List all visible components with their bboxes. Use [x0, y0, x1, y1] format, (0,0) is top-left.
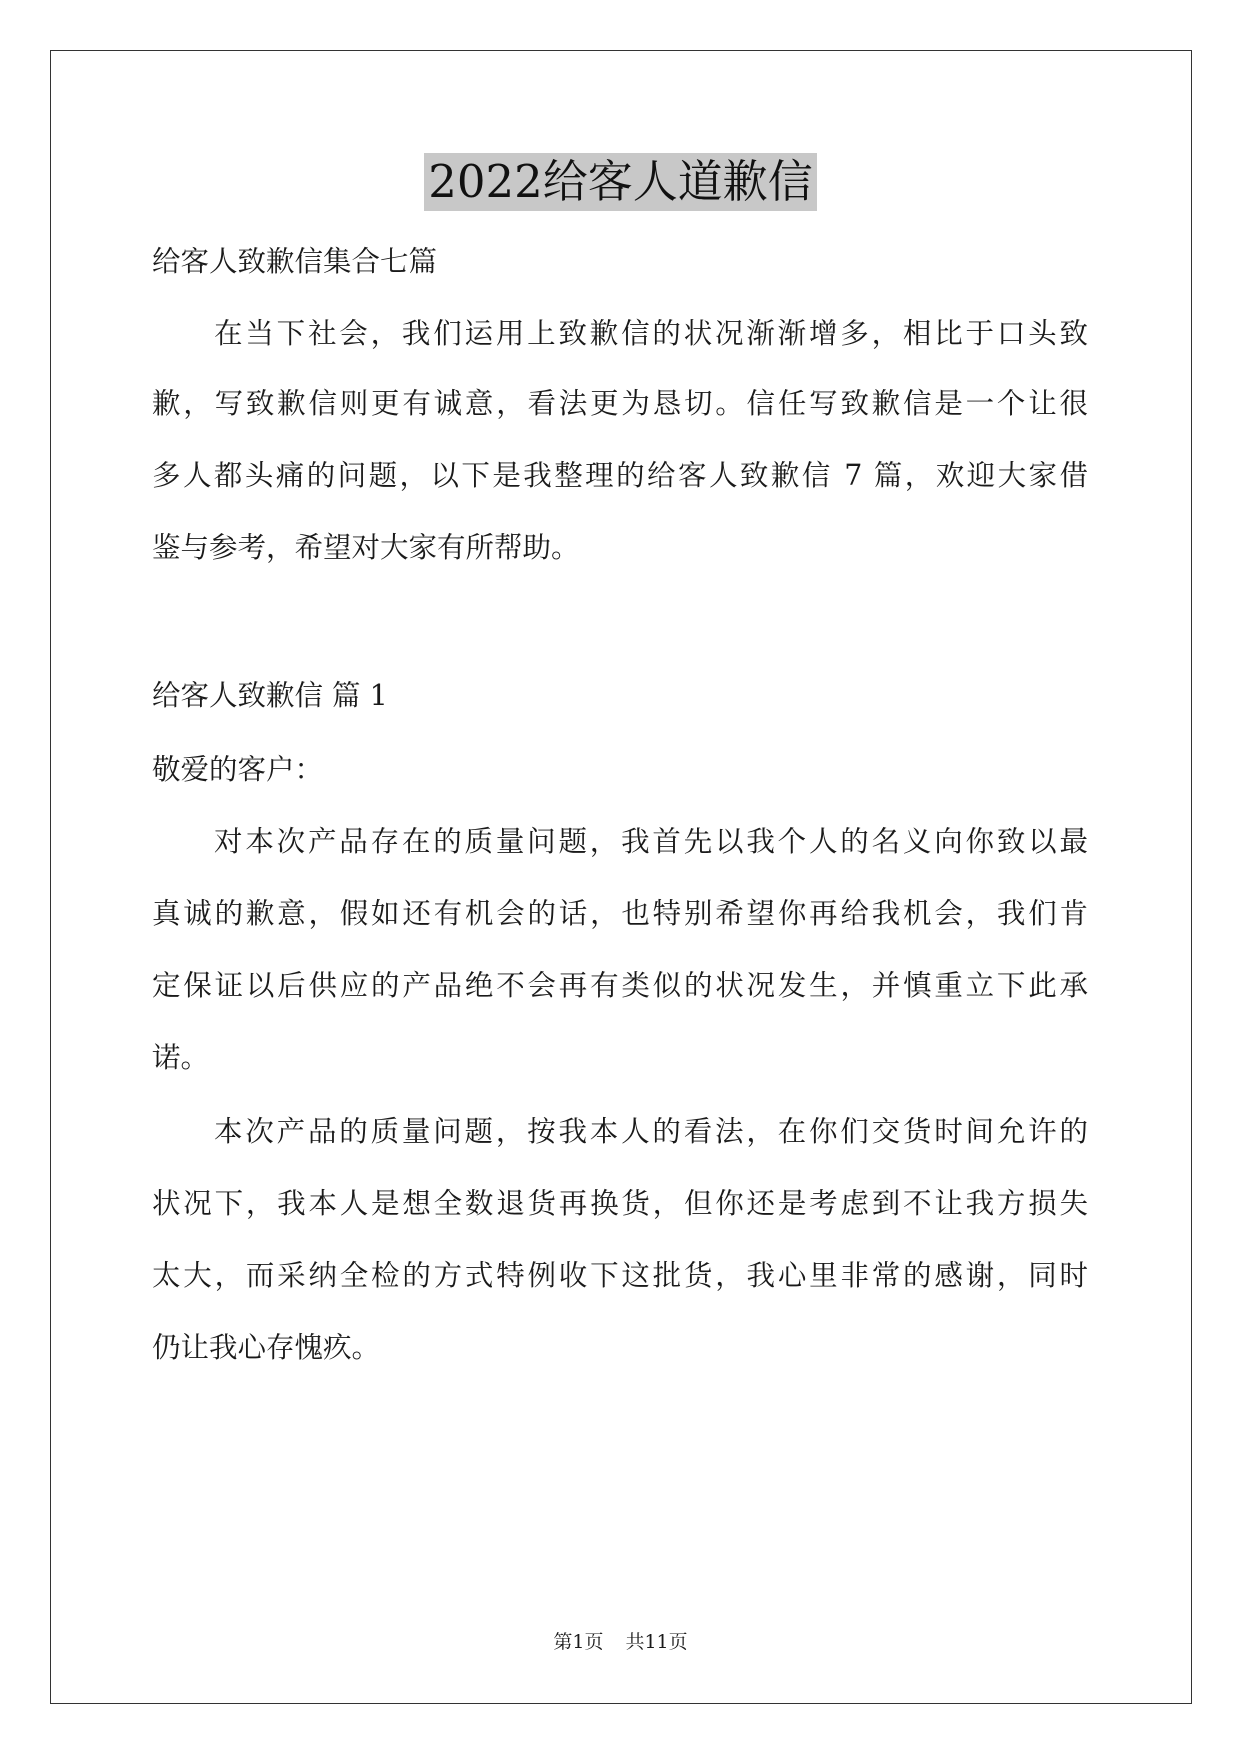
intro-line-4: 鉴与参考，希望对大家有所帮助。 — [152, 531, 580, 564]
paragraph1-line-4: 诺。 — [152, 1041, 210, 1074]
document-subtitle: 给客人致歉信集合七篇 — [152, 245, 438, 278]
paragraph1-line-3: 定保证以后供应的产品绝不会再有类似的状况发生，并慎重立下此承 — [152, 969, 1088, 1002]
page-total: 共11页 — [625, 1631, 688, 1653]
intro-line-3: 多人都头痛的问题，以下是我整理的给客人致歉信 7 篇，欢迎大家借 — [152, 459, 1088, 492]
intro-line-2: 歉，写致歉信则更有诚意，看法更为恳切。信任写致歉信是一个让很 — [152, 387, 1088, 420]
page-border — [50, 50, 1192, 1704]
paragraph1-line-1: 对本次产品存在的质量问题，我首先以我个人的名义向你致以最 — [214, 825, 1088, 858]
title-container — [0, 153, 1241, 211]
document-title: 2022给客人道歉信 — [424, 153, 817, 211]
page-number: 第1页 — [553, 1631, 604, 1653]
paragraph2-line-3: 太大，而采纳全检的方式特例收下这批货，我心里非常的感谢，同时 — [152, 1259, 1088, 1292]
page-footer — [0, 1630, 1241, 1654]
paragraph1-line-2: 真诚的歉意，假如还有机会的话，也特别希望你再给我机会，我们肯 — [152, 897, 1088, 930]
intro-line-1: 在当下社会，我们运用上致歉信的状况渐渐增多，相比于口头致 — [214, 317, 1088, 350]
section-heading: 给客人致歉信 篇 1 — [152, 679, 388, 712]
paragraph2-line-1: 本次产品的质量问题，按我本人的看法，在你们交货时间允许的 — [214, 1115, 1088, 1148]
paragraph2-line-4: 仍让我心存愧疚。 — [152, 1331, 381, 1364]
paragraph2-line-2: 状况下，我本人是想全数退货再换货，但你还是考虑到不让我方损失 — [152, 1187, 1088, 1220]
salutation: 敬爱的客户： — [152, 753, 324, 786]
